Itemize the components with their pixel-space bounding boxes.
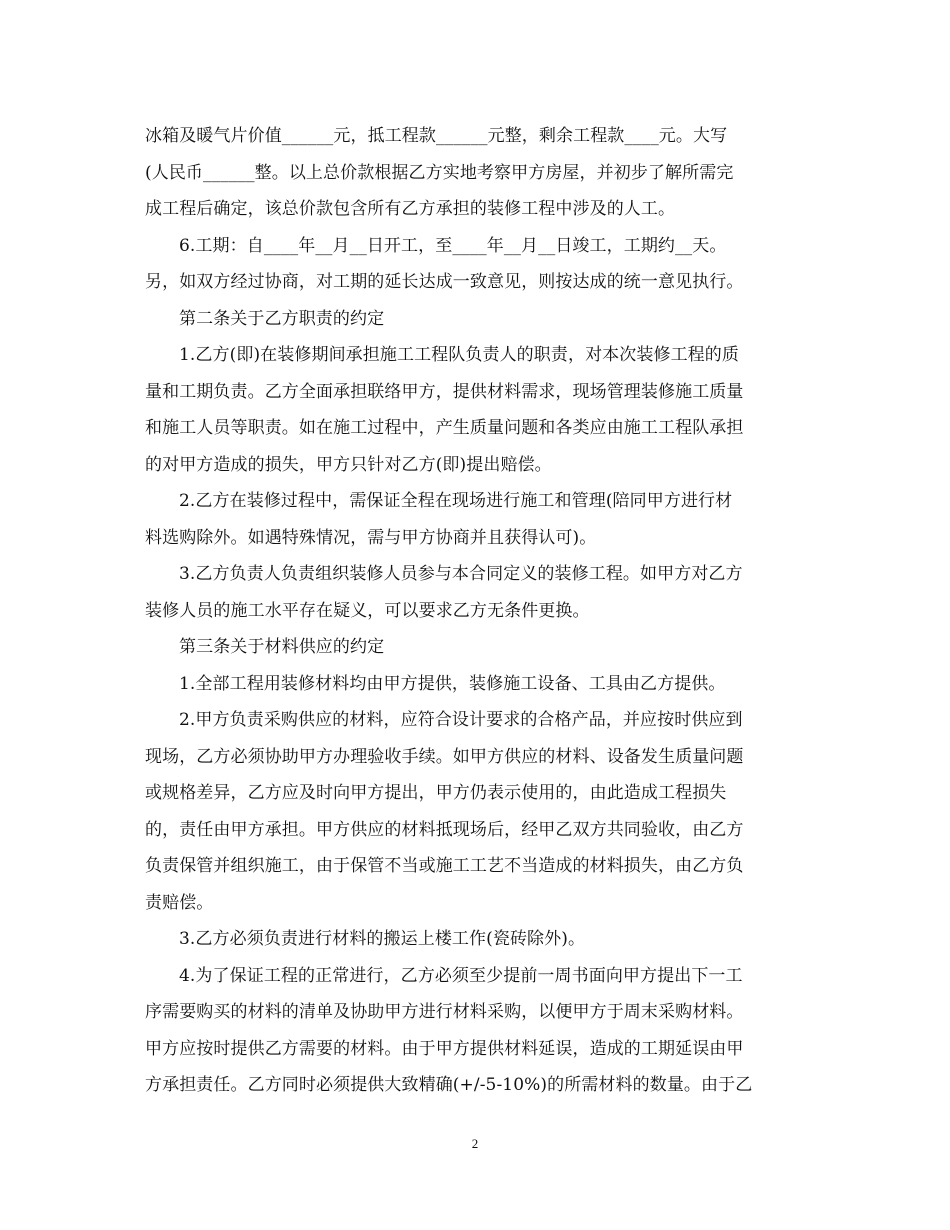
text-line: 装修人员的施工水平存在疑义，可以要求乙方无条件更换。 xyxy=(145,600,590,621)
text-line: 的，责任由甲方承担。甲方供应的材料抵现场后，经甲乙双方共同验收，由乙方 xyxy=(145,819,744,840)
text-line: 另，如双方经过协商，对工期的延长达成一致意见，则按达成的统一意见执行。 xyxy=(145,272,744,292)
text-line: 负责保管并组织施工，由于保管不当或施工工艺不当造成的材料损失，由乙方负 xyxy=(145,856,744,876)
text-line: 3.乙方必须负责进行材料的搬运上楼工作(瓷砖除外)。 xyxy=(179,929,586,949)
text-line: 料选购除外。如遇特殊情况，需与甲方协商并且获得认可)。 xyxy=(145,527,597,548)
text-line: 成工程后确定，该总价款包含所有乙方承担的装修工程中涉及的人工。 xyxy=(145,199,676,219)
text-line: 甲方应按时提供乙方需要的材料。由于甲方提供材料延误，造成的工期延误由甲 xyxy=(145,1038,744,1059)
page-number: 2 xyxy=(471,1136,479,1151)
text-line: (人民币______整。以上总价款根据乙方实地考察甲方房屋，并初步了解所需完 xyxy=(145,162,734,183)
text-line: 1.全部工程用装修材料均由甲方提供，装修施工设备、工具由乙方提供。 xyxy=(179,673,726,694)
text-line: 量和工期负责。乙方全面承担联络甲方，提供材料需求，现场管理装修施工质量 xyxy=(145,381,744,402)
text-line: 的对甲方造成的损失，甲方只针对乙方(即)提出赔偿。 xyxy=(145,454,552,475)
text-line: 序需要购买的材料的清单及协助甲方进行材料采购，以便甲方于周末采购材料。 xyxy=(145,1002,744,1022)
text-line: 2.乙方在装修过程中，需保证全程在现场进行施工和管理(陪同甲方进行材 xyxy=(179,491,733,511)
text-line: 或规格差异，乙方应及时向甲方提出，甲方仍表示使用的，由此造成工程损失 xyxy=(145,783,727,803)
text-line: 第三条关于材料供应的约定 xyxy=(179,637,385,657)
text-line: 冰箱及暖气片价值______元，抵工程款______元整，剩余工程款____元。大写 xyxy=(145,126,728,146)
text-line: 责赔偿。 xyxy=(145,892,214,913)
text-line: 第二条关于乙方职责的约定 xyxy=(179,308,385,329)
text-line: 3.乙方负责人负责组织装修人员参与本合同定义的装修工程。如甲方对乙方 xyxy=(179,564,743,584)
text-line: 2.甲方负责采购供应的材料，应符合设计要求的合格产品，并应按时供应到 xyxy=(179,710,743,730)
text-line: 4.为了保证工程的正常进行，乙方必须至少提前一周书面向甲方提出下一工 xyxy=(179,965,743,986)
text-line: 和施工人员等职责。如在施工过程中，产生质量问题和各类应由施工工程队承担 xyxy=(145,418,744,438)
text-line: 现场，乙方必须协助甲方办理验收手续。如甲方供应的材料、设备发生质量问题 xyxy=(145,746,744,767)
text-line: 1.乙方(即)在装修期间承担施工工程队负责人的职责，对本次装修工程的质 xyxy=(179,345,739,365)
text-line: 6.工期：自____年__月__日开工，至____年__月__日竣工，工期约__天。 xyxy=(179,235,727,256)
contract-body-text xyxy=(145,118,805,1104)
text-line: 方承担责任。乙方同时必须提供大致精确(+/-5-10%)的所需材料的数量。由于乙 xyxy=(145,1075,753,1095)
